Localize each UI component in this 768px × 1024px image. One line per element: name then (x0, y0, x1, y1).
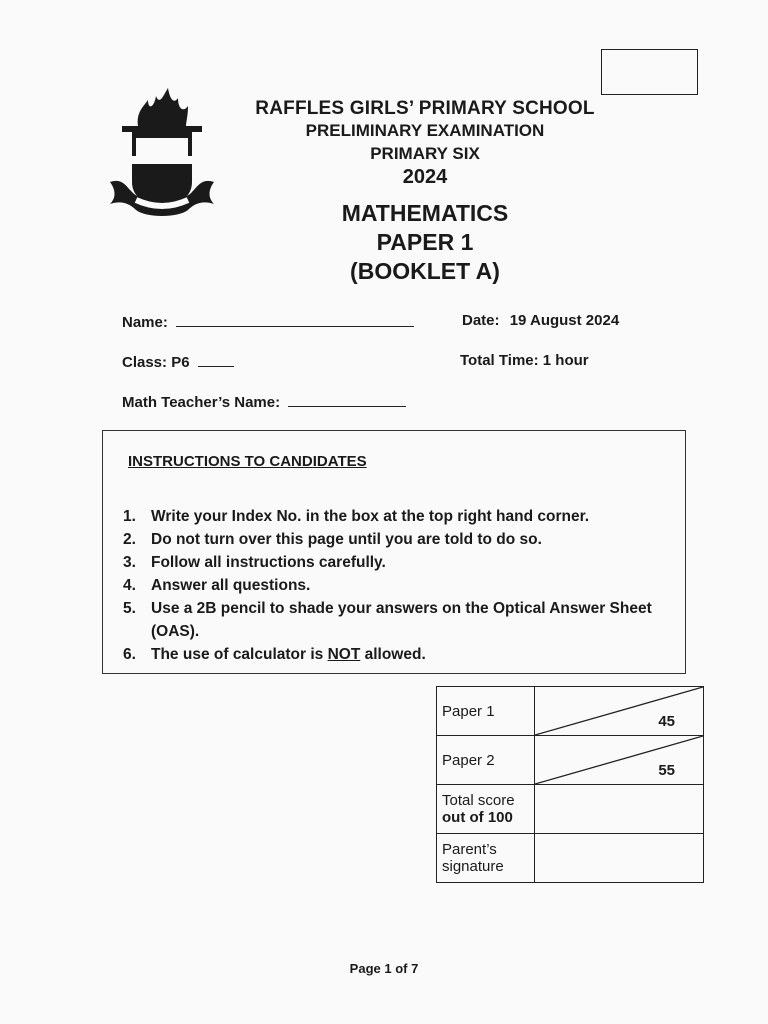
instruction-item (123, 551, 663, 574)
class-blank[interactable] (198, 352, 234, 367)
table-row (437, 785, 704, 834)
exam-title: PRELIMINARY EXAMINATION (305, 121, 545, 140)
diagonal-line (535, 687, 703, 735)
name-label: Name: (122, 314, 168, 331)
instruction-item (123, 643, 663, 666)
instruction-item (123, 597, 663, 643)
paper-title: PAPER 1 (376, 229, 474, 255)
paper1-score-cell[interactable] (535, 687, 704, 736)
instruction-text (151, 643, 426, 666)
instruction-number: 2. (123, 531, 136, 548)
total-score-cell[interactable] (535, 785, 704, 834)
booklet-title: (BOOKLET A) (350, 258, 500, 284)
paper1-max: 45 (658, 713, 675, 730)
date-label: Date: (462, 312, 500, 329)
parent-signature-label-line2: signature (442, 858, 504, 875)
teacher-field (122, 392, 406, 411)
paper2-max: 55 (658, 762, 675, 779)
instructions-list (123, 505, 663, 666)
teacher-label: Math Teacher’s Name: (122, 394, 281, 411)
instruction-text: Write your Index No. in the box at the top right hand corner. (151, 508, 590, 525)
diagonal-line (535, 736, 703, 784)
instruction-text-after: allowed. (360, 646, 426, 663)
subject-title: MATHEMATICS (341, 200, 509, 226)
table-row (437, 687, 704, 736)
table-row (437, 736, 704, 785)
instruction-text: Do not turn over this page until you are told to do so. (151, 531, 542, 548)
exam-year: 2024 (402, 166, 448, 188)
instructions-box (102, 430, 686, 674)
parent-signature-label-line1: Parent’s (442, 841, 497, 858)
total-score-label-line2: out of 100 (442, 809, 513, 826)
instruction-item (123, 505, 663, 528)
name-field (122, 312, 414, 331)
score-table (436, 686, 704, 883)
date-field (462, 312, 619, 329)
total-score-label (437, 785, 535, 834)
class-label: Class: P6 (122, 354, 190, 371)
parent-signature-cell[interactable] (535, 834, 704, 883)
paper2-label: Paper 2 (437, 736, 535, 785)
instruction-item (123, 574, 663, 597)
instruction-text: Answer all questions. (151, 577, 311, 594)
school-name: RAFFLES GIRLS’ PRIMARY SCHOOL (255, 98, 595, 119)
instruction-item (123, 528, 663, 551)
total-score-label-line1: Total score (442, 792, 515, 809)
instructions-title: INSTRUCTIONS TO CANDIDATES (128, 453, 367, 470)
total-time: Total Time: 1 hour (460, 352, 589, 369)
instruction-text-before: The use of calculator is (151, 646, 328, 663)
instruction-text: Follow all instructions carefully. (151, 554, 386, 571)
page-number: Page 1 of 7 (349, 961, 419, 976)
paper1-label: Paper 1 (437, 687, 535, 736)
instruction-emphasis: NOT (327, 646, 361, 663)
class-field (122, 352, 234, 371)
instruction-text: Use a 2B pencil to shade your answers on the Optical Answer Sheet (OAS). (151, 600, 652, 640)
instruction-number: 3. (123, 554, 136, 571)
instruction-number: 5. (123, 600, 136, 617)
paper2-score-cell[interactable] (535, 736, 704, 785)
name-blank[interactable] (176, 312, 414, 327)
index-number-box[interactable] (601, 49, 698, 95)
instruction-number: 1. (123, 508, 136, 525)
level-title: PRIMARY SIX (370, 144, 480, 163)
instruction-number: 6. (123, 646, 136, 663)
table-row (437, 834, 704, 883)
date-value: 19 August 2024 (509, 312, 620, 329)
instruction-number: 4. (123, 577, 136, 594)
parent-signature-label (437, 834, 535, 883)
teacher-blank[interactable] (288, 392, 406, 407)
